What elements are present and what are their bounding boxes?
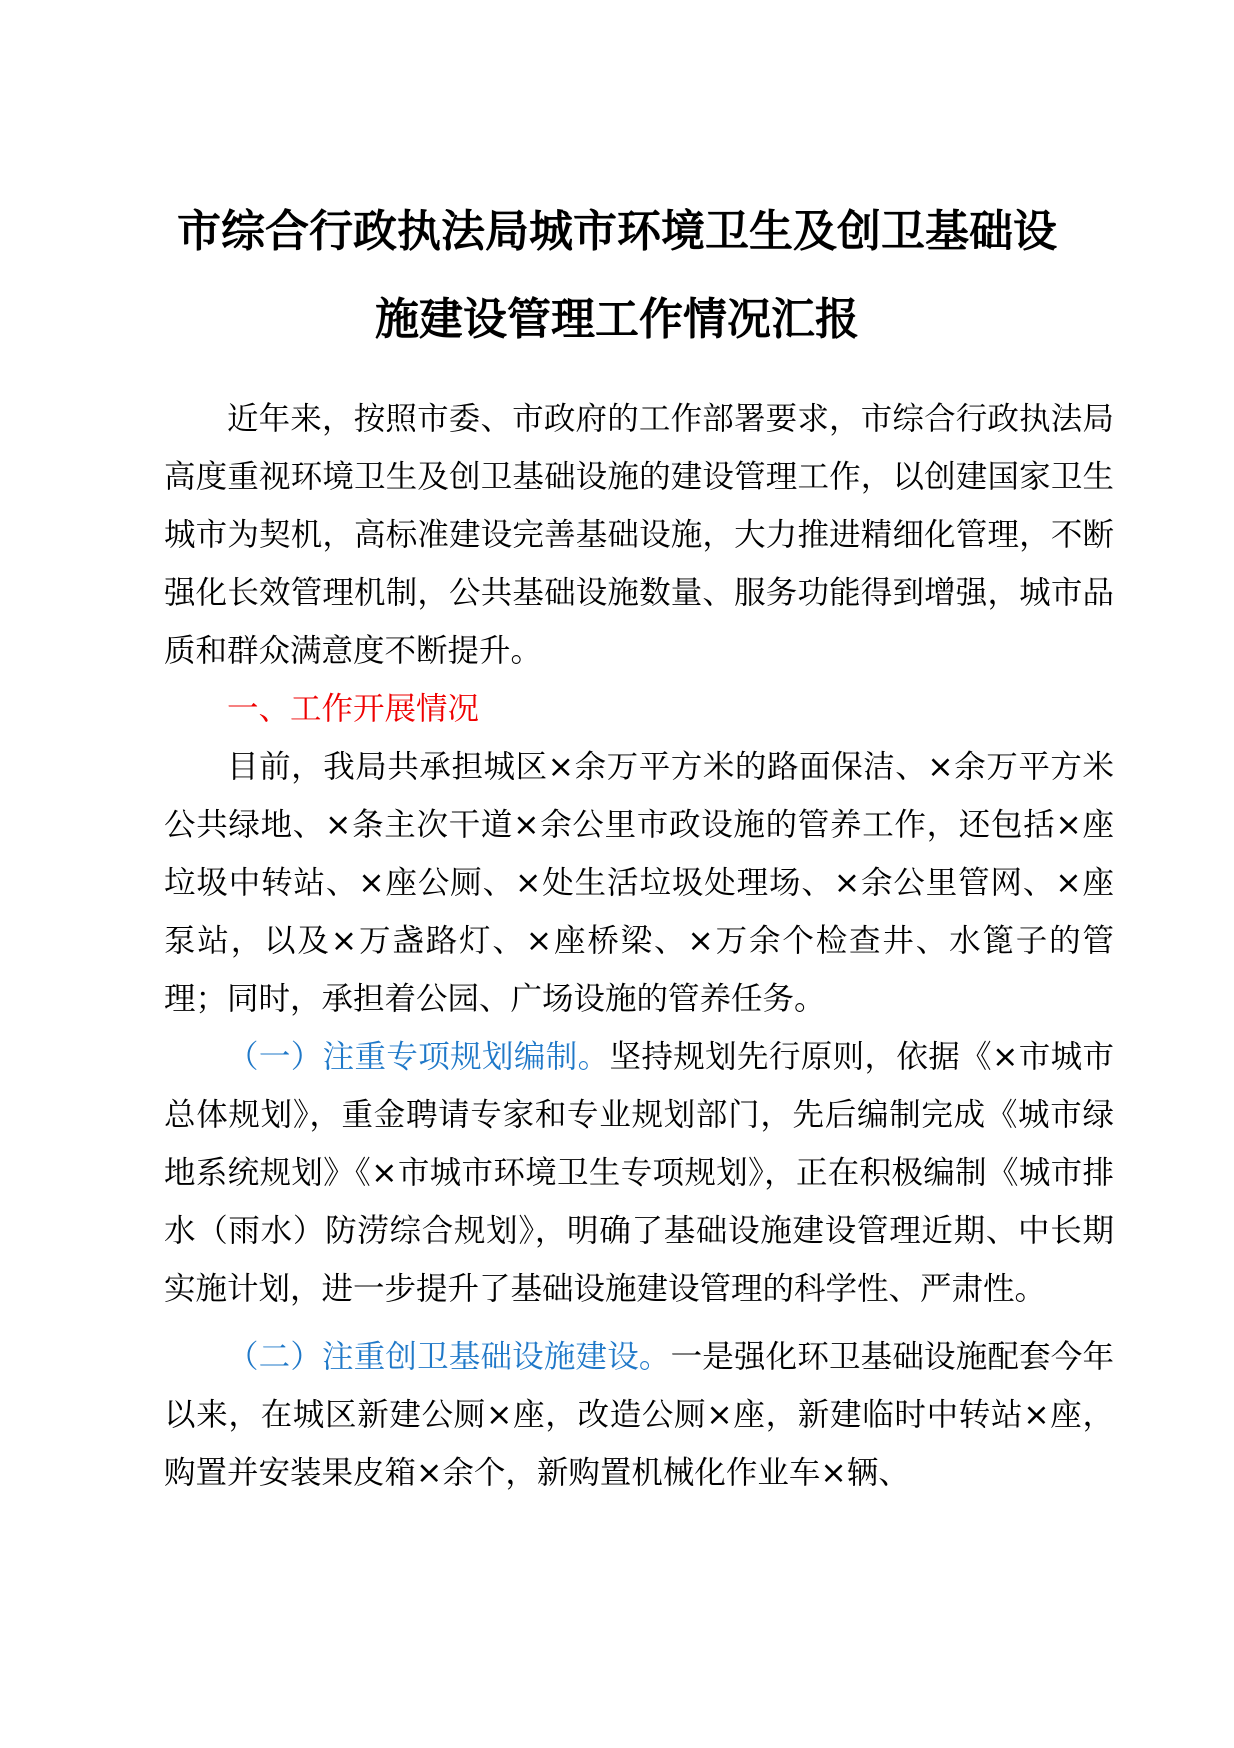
subsection-2-paragraph <box>164 1328 1114 1502</box>
document-body <box>164 390 1114 1502</box>
subsection-heading-2: （二）注重创卫基础设施建设。 <box>227 1339 671 1375</box>
subsection-1-body: 坚持规划先行原则，依据《×市城市总体规划》，重金聘请专家和专业规划部门，先后编制完成《城市绿地系统规划》《×市城市环境卫生专项规划》，正在积极编制《城市排水（雨水）防涝综合规划》，明确了基础设施建设管理近期、中长期实施计划，进一步提升了基础设施建设管理的科学性、严肃性。 <box>164 1039 1114 1307</box>
subsection-2-body: 一是强化环卫基础设施配套今年以来，在城区新建公厕×座，改造公厕×座，新建临时中转站×座，购置并安装果皮箱×余个，新购置机械化作业车×辆、 <box>164 1339 1114 1491</box>
intro-paragraph: 近年来，按照市委、市政府的工作部署要求，市综合行政执法局高度重视环境卫生及创卫基础设施的建设管理工作，以创建国家卫生城市为契机，高标准建设完善基础设施，大力推进精细化管理，不断强化长效管理机制，公共基础设施数量、服务功能得到增强，城市品质和群众满意度不断提升。 <box>164 401 1114 669</box>
section-heading-1: 一、工作开展情况 <box>227 691 480 727</box>
subsection-heading-1: （一）注重专项规划编制。 <box>227 1039 610 1075</box>
document-title-line-2: 施建设管理工作情况汇报 <box>375 294 859 345</box>
document-title <box>150 188 1084 364</box>
section-1-paragraph: 目前，我局共承担城区×余万平方米的路面保洁、×余万平方米公共绿地、×条主次干道×余公里市政设施的管养工作，还包括×座垃圾中转站、×座公厕、×处生活垃圾处理场、×余公里管网、×座泵站，以及×万盏路灯、×座桥梁、×万余个检查井、水篦子的管理；同时，承担着公园、广场设施的管养任务。 <box>164 749 1114 1017</box>
document-title-line-1: 市综合行政执法局城市环境卫生及创卫基础设 <box>177 206 1057 257</box>
subsection-1-paragraph <box>164 1028 1114 1318</box>
